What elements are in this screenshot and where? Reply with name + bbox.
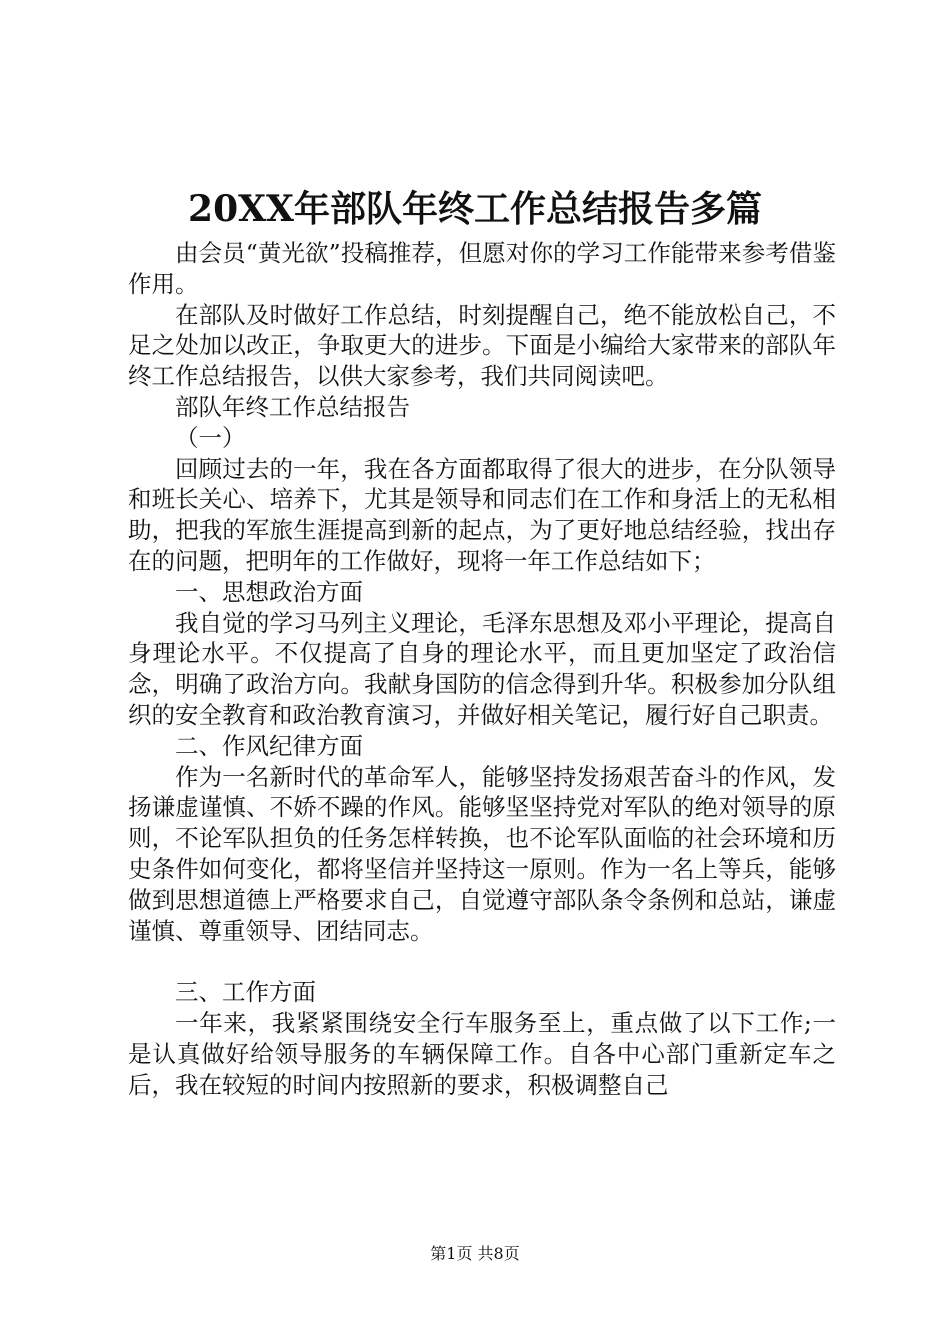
section-1-heading: 一、思想政治方面 [175, 577, 363, 606]
report-heading: 部队年终工作总结报告 [175, 392, 410, 421]
section-3-heading: 三、工作方面 [175, 978, 316, 1007]
section-3-paragraph: 一年来，我紧紧围绕安全行车服务至上，重点做了以下工作;一是认真做好给领导服务的车辆保障工作。自各中心部门重新定车之后，我在较短的时间内按照新的要求，积极调整自己 [128, 1009, 836, 1099]
intro-paragraph-2: 在部队及时做好工作总结，时刻提醒自己，绝不能放松自己，不足之处加以改正，争取更大的进步。下面是小编给大家带来的部队年终工作总结报告，以供大家参考，我们共同阅读吧。 [128, 300, 836, 391]
section-1-paragraph: 我自觉的学习马列主义理论，毛泽东思想及邓小平理论，提高自身理论水平。不仅提高了自身的理论水平，而且更加坚定了政治信念，明确了政治方向。我献身国防的信念得到升华。积极参加分队组织的安全教育和政治教育演习，并做好相关笔记，履行好自己职责。 [128, 608, 836, 729]
section-2-paragraph: 作为一名新时代的革命军人，能够坚持发扬艰苦奋斗的作风，发扬谦虚谨慎、不娇不躁的作风。能够坚坚持党对军队的绝对领导的原则，不论军队担负的任务怎样转换，也不论军队面临的社会环境和历史条件如何变化，都将坚信并坚持这一原则。作为一名上等兵，能够做到思想道德上严格要求自己，自觉遵守部队条令条例和总站，谦虚谨慎、尊重领导、团结同志。 [128, 762, 836, 945]
page-number-footer: 第1页 共8页 [430, 1244, 520, 1263]
part-one-heading: （一） [175, 423, 246, 452]
review-paragraph: 回顾过去的一年，我在各方面都取得了很大的进步，在分队领导和班长关心、培养下，尤其是领导和同志们在工作和身活上的无私相助，把我的军旅生涯提高到新的起点，为了更好地总结经验，找出存在的问题，把明年的工作做好，现将一年工作总结如下； [128, 454, 836, 575]
document-title: 20XX年部队年终工作总结报告多篇 [188, 188, 762, 230]
section-2-heading: 二、作风纪律方面 [175, 731, 363, 760]
intro-paragraph-1: 由会员“黄光欲”投稿推荐，但愿对你的学习工作能带来参考借鉴作用。 [128, 239, 836, 298]
document-body [128, 238, 836, 1101]
